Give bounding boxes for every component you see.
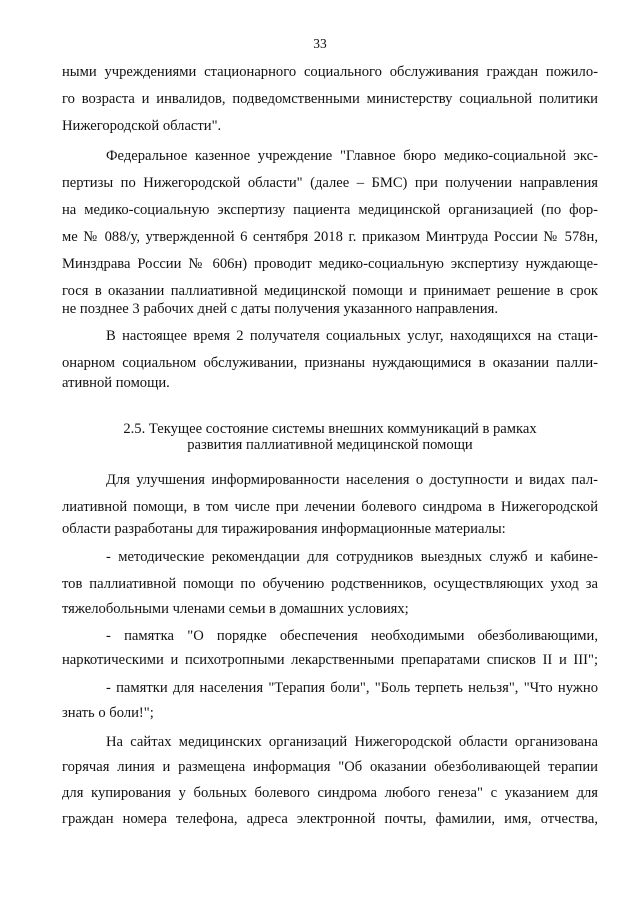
text-line: пертизы по Нижегородской области" (далее – БМС) при получении направления xyxy=(62,175,598,191)
list-item: - памятки для населения "Терапия боли", "Боль терпеть нельзя", "Что нужно xyxy=(106,680,598,696)
page-number: 33 xyxy=(313,36,327,51)
text-line: ными учреждениями стационарного социального обслуживания граждан пожило- xyxy=(62,64,598,80)
text-line: тов паллиативной помощи по обучению родственников, осуществляющих уход за xyxy=(62,576,598,592)
text-line: Нижегородской области". xyxy=(62,118,222,134)
text-line: для купирования у больных болевого синдрома любого генеза" с указанием для xyxy=(62,785,598,801)
text-line: знать о боли!"; xyxy=(62,705,154,721)
text-line: Для улучшения информированности населения о доступности и видах пал- xyxy=(106,472,598,488)
text-line: ме № 088/у, утвержденной 6 сентября 2018 г. приказом Минтруда России № 578н, xyxy=(62,229,598,245)
text-line: граждан номера телефона, адреса электронной почты, фамилии, имя, отчества, xyxy=(62,811,598,827)
text-line: В настоящее время 2 получателя социальных услуг, находящихся на стаци- xyxy=(106,328,598,344)
text-line: не позднее 3 рабочих дней с даты получения указанного направления. xyxy=(62,301,498,317)
section-heading: 2.5. Текущее состояние системы внешних коммуникаций в рамках xyxy=(123,421,537,437)
text-line: На сайтах медицинских организаций Нижегородской области организована xyxy=(106,734,598,750)
text-line: области разработаны для тиражирования информационные материалы: xyxy=(62,521,506,537)
list-item: - памятка "О порядке обеспечения необходимыми обезболивающими, xyxy=(106,628,598,644)
text-line: онарном социальном обслуживании, признаны нуждающимися в оказании палли- xyxy=(62,355,598,371)
text-line: наркотическими и психотропными лекарственными препаратами списков II и III"; xyxy=(62,652,598,668)
text-line: Минздрава России № 606н) проводит медико-социальную экспертизу нуждающе- xyxy=(62,256,598,272)
text-line: тяжелобольными членами семьи в домашних условиях; xyxy=(62,601,409,617)
text-line: го возраста и инвалидов, подведомственными министерству социальной политики xyxy=(62,91,598,107)
text-line: ативной помощи. xyxy=(62,375,170,391)
text-line: горячая линия и размещена информация "Об оказании обезболивающей терапии xyxy=(62,759,598,775)
list-item: - методические рекомендации для сотрудников выездных служб и кабине- xyxy=(106,549,598,565)
text-line: гося в оказании паллиативной медицинской помощи и принимает решение в срок xyxy=(62,283,598,299)
text-line: лиативной помощи, в том числе при лечении болевого синдрома в Нижегородской xyxy=(62,499,598,515)
section-heading: развития паллиативной медицинской помощи xyxy=(187,437,473,453)
text-line: Федеральное казенное учреждение "Главное бюро медико-социальной экс- xyxy=(106,148,598,164)
text-line: на медико-социальную экспертизу пациента медицинской организацией (по фор- xyxy=(62,202,598,218)
